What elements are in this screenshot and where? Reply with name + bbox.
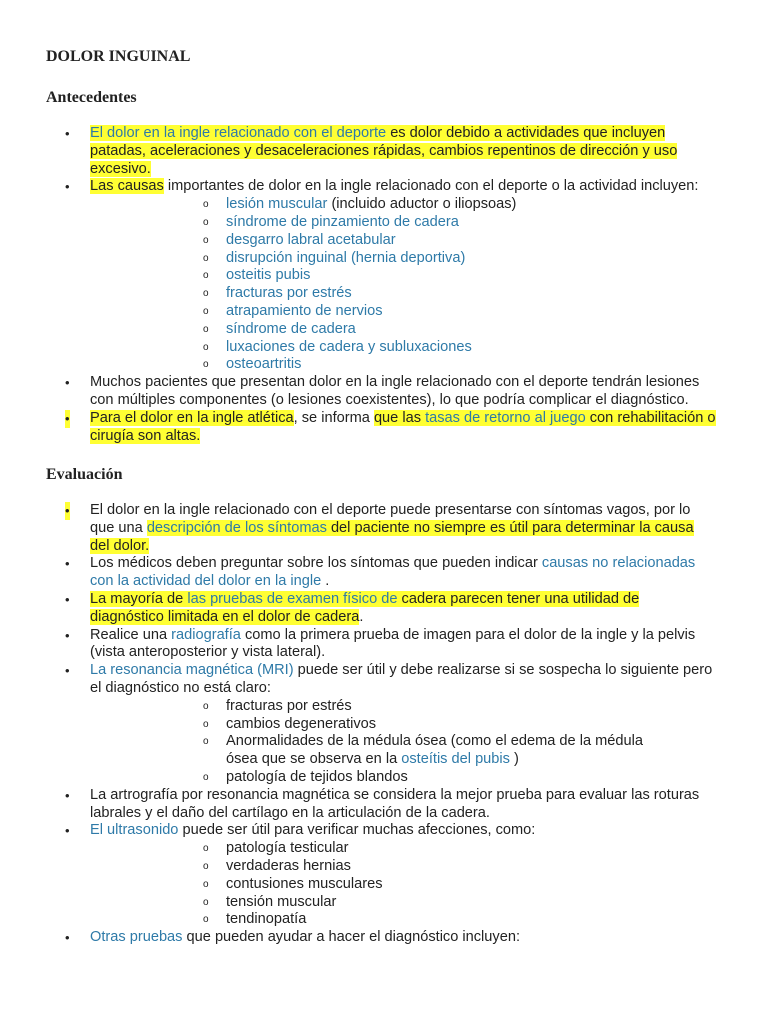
bullet-circle-icon: o (203, 771, 209, 783)
bullet-circle-icon: o (203, 323, 209, 335)
list-item: • Realice una radiografía como la primera prueba de imagen para el dolor de la ingle y la pelvis (vista anteroposterior y vista lateral). (65, 626, 696, 661)
bullet-circle-icon: o (203, 234, 209, 246)
bullet-circle-icon: o (203, 718, 209, 730)
list-item: • Los médicos deben preguntar sobre los síntomas que pueden indicar causas no relacionadas con la actividad del dolor en la ingle . (65, 555, 696, 590)
section-heading-antecedentes: Antecedentes (46, 89, 137, 106)
list-item (0, 125, 768, 178)
highlighted-text: Las causas (90, 178, 164, 195)
text-link[interactable]: descripción de los síntomas (146, 519, 327, 536)
bullet-disc-icon: • (65, 556, 70, 572)
bullet-circle-icon: o (203, 252, 209, 264)
bullet-circle-icon: o (203, 359, 209, 371)
list-item: • Muchos pacientes que presentan dolor en la ingle relacionado con el deporte tendrán lesiones con múltiples componentes (o lesiones coexistentes), lo que podría complicar el diagnóstico. (65, 374, 700, 408)
sublist-item: o verdaderas hernias (203, 857, 351, 874)
bullet-disc-icon: • (65, 375, 70, 391)
text-link[interactable]: las pruebas de examen físico de (187, 590, 398, 607)
sublist-item: o patología de tejidos blandos (203, 768, 408, 785)
text-link[interactable]: radiografía (171, 626, 241, 643)
text-link[interactable]: disrupción inguinal (hernia deportiva) (226, 249, 466, 266)
sublist-item: o tendinopatía (203, 911, 307, 928)
text-link[interactable]: La resonancia magnética (MRI) (90, 662, 294, 679)
bullet-circle-icon: o (203, 843, 209, 855)
page-title: DOLOR INGUINAL (46, 48, 191, 65)
text-link[interactable]: El ultrasonido (90, 822, 179, 839)
bullet-disc-icon: • (65, 930, 70, 946)
bullet-disc-icon: • (65, 126, 70, 141)
text-link[interactable]: síndrome de pinzamiento de cadera (226, 213, 459, 230)
list-item: • Para el dolor en la ingle atlética, se informa que las tasas de retorno al juego con rehabilitación o cirugía son altas. (65, 409, 716, 444)
list-item: • Las causas importantes de dolor en la ingle relacionado con el deporte o la actividad incluyen: o lesión muscular (incluido aductor o iliopsoas) o síndrome de pinzamiento de cadera o desgarro labral acetabular o disrupción inguinal (hernia deportiva) o osteitis pubis o fracturas por estrés o atrapamiento de nervios o síndrome de cadera o luxaciones de cadera y subluxaciones o osteoartritis (0, 178, 768, 374)
text-link[interactable]: desgarro labral acetabular (226, 231, 396, 248)
sublist-item (90, 339, 716, 357)
list-item: • La resonancia magnética (MRI) puede ser útil y debe realizarse si se sospecha lo siguiente pero el diagnóstico no está claro: o fracturas por estrés o cambios degenerativos o Anormalidades de la médula ósea (como el edema de la médula ósea que se observa en la osteítis del pubis ) o patología de tejidos blandos (0, 662, 768, 787)
text-link[interactable]: osteoartritis (226, 356, 302, 373)
bullet-disc-icon: • (65, 627, 70, 643)
bullet-circle-icon: o (203, 288, 209, 300)
section-heading-evaluacion: Evaluación (46, 466, 123, 483)
bullet-disc-icon: • (65, 787, 70, 803)
sublist-item (90, 232, 716, 250)
bullet-disc-icon: • (65, 823, 70, 839)
bullet-circle-icon: o (203, 305, 209, 317)
text-link[interactable]: osteitis pubis (226, 267, 311, 284)
evaluacion-list (0, 502, 768, 947)
text-link[interactable]: síndrome de cadera (226, 320, 356, 337)
sublist-item (90, 321, 716, 339)
bullet-circle-icon: o (203, 700, 209, 712)
list-item: • La mayoría de las pruebas de examen físico de cadera parecen tener una utilidad de diagnóstico limitada en el dolor de cadera. (65, 590, 640, 625)
sublist-item (90, 250, 716, 268)
list-item: • La artrografía por resonancia magnética se considera la mejor prueba para evaluar las roturas labrales y el daño del cartílago en la articulación de la cadera. (65, 786, 700, 821)
bullet-disc-icon: • (65, 410, 70, 426)
text-link[interactable]: lesión muscular (226, 196, 328, 213)
text-link[interactable]: luxaciones de cadera y subluxaciones (226, 338, 472, 355)
text-link[interactable]: fracturas por estrés (226, 285, 352, 302)
sublist-item (90, 303, 716, 321)
sublist-item (90, 267, 716, 285)
text-link[interactable]: causas no relacionadas con la actividad del dolor en la ingle (90, 555, 696, 590)
text-link[interactable]: tasas de retorno al juego (425, 409, 586, 426)
bullet-circle-icon: o (203, 270, 209, 282)
text-link[interactable]: El dolor en la ingle relacionado con el deporte (90, 125, 387, 141)
bullet-disc-icon: • (65, 663, 70, 679)
sublist-item: o patología testicular (203, 840, 349, 857)
highlighted-text: El dolor en la ingle relacionado con el deporte es dolor debido a actividades que incluyen patadas, aceleraciones y desaceleraciones rápidas, cambios repentinos de dirección y uso excesivo. (90, 125, 678, 177)
bullet-circle-icon: o (203, 860, 209, 872)
sublist-item: o cambios degenerativos (203, 715, 377, 732)
text-link[interactable]: osteítis del pubis (401, 751, 510, 768)
bullet-disc-icon: • (65, 179, 70, 195)
bullet-circle-icon: o (203, 216, 209, 228)
sublist-item (90, 214, 716, 232)
bullet-disc-icon: • (65, 503, 70, 518)
sublist-item: o tensión muscular (203, 893, 337, 910)
bullet-circle-icon: o (203, 341, 209, 353)
bullet-circle-icon: o (203, 736, 209, 748)
sublist-item: o fracturas por estrés (203, 697, 352, 714)
sublist-item (90, 285, 716, 303)
text-link[interactable]: atrapamiento de nervios (226, 302, 383, 319)
bullet-disc-icon: • (65, 591, 70, 607)
list-item: • El dolor en la ingle relacionado con el deporte puede presentarse con síntomas vagos, por lo que una descripción de los síntomas del paciente no siempre es útil para determinar la causa del dolor. (65, 502, 694, 554)
list-item: • El ultrasonido puede ser útil para verificar muchas afecciones, como: o patología testicular o verdaderas hernias o contusiones musculares o tensión muscular o tendinopatía (0, 822, 768, 929)
ultrasound-sublist (90, 840, 716, 929)
sublist-item: o Anormalidades de la médula ósea (como el edema de la médula ósea que se observa en la osteítis del pubis ) (203, 733, 643, 768)
bullet-circle-icon: o (203, 896, 209, 908)
text-link[interactable]: Otras pruebas (90, 929, 183, 946)
list-item: • Otras pruebas que pueden ayudar a hacer el diagnóstico incluyen: (65, 929, 521, 946)
bullet-circle-icon: o (203, 199, 209, 211)
causes-sublist (90, 196, 716, 374)
sublist-item: o lesión muscular (incluido aductor o iliopsoas) (203, 196, 517, 213)
antecedentes-list (0, 125, 768, 445)
bullet-circle-icon: o (203, 914, 209, 926)
mri-sublist (90, 698, 716, 787)
bullet-circle-icon: o (203, 878, 209, 890)
sublist-item (90, 356, 716, 374)
sublist-item: o contusiones musculares (203, 875, 383, 892)
